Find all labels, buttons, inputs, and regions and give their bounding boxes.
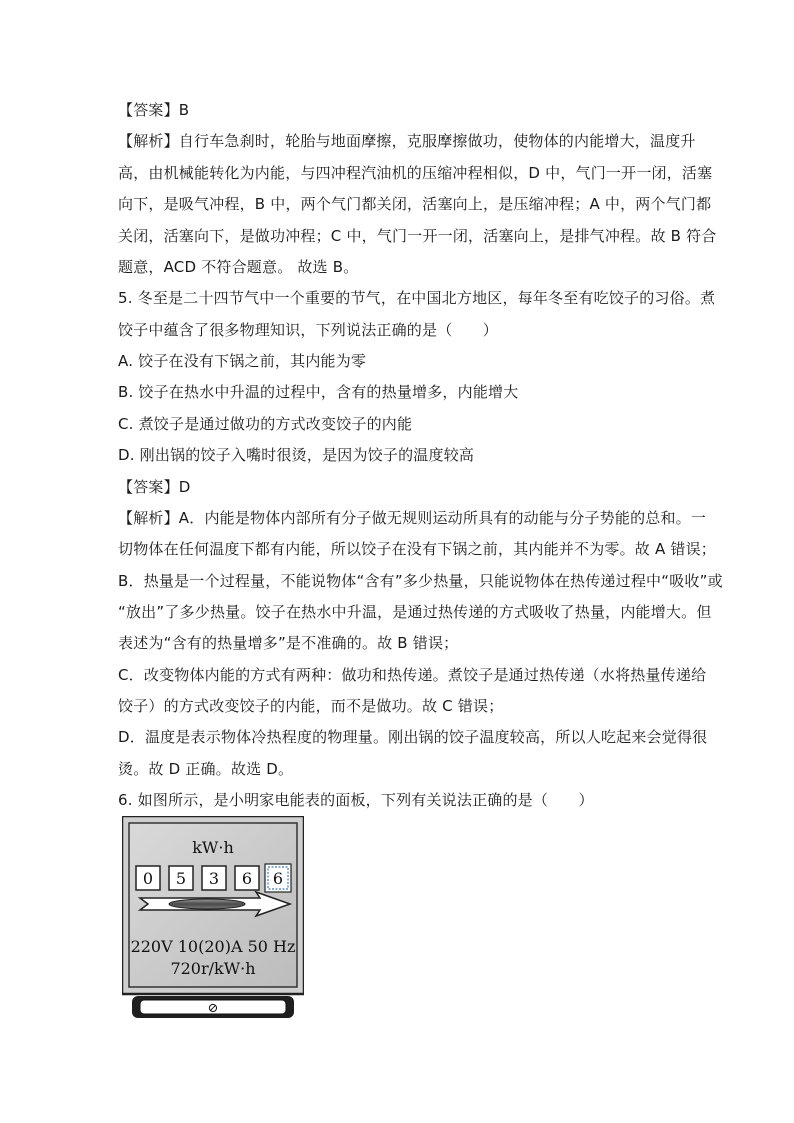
q5-analysis-line: 【解析】A．内能是物体内部所有分子做无规则运动所具有的动能与分子势能的总和。一: [118, 509, 707, 527]
q5-analysis-line: 烫。故 D 正确。故选 D。: [118, 760, 294, 778]
q4-analysis-line: 高，由机械能转化为内能，与四冲程汽油机的压缩冲程相似，D 中，气门一开一闭，活塞: [118, 164, 713, 182]
meter-digit: 6: [241, 869, 253, 888]
q5-analysis-line: 表述为“含有的热量增多”是不准确的。故 B 错误；: [118, 634, 459, 652]
q5-analysis-line: B．热量是一个过程量，不能说物体“含有”多少热量，只能说物体在热传递过程中“吸收”或: [118, 572, 723, 590]
q4-analysis-line: 【解析】自行车急刹时，轮胎与地面摩擦，克服摩擦做功，使物体的内能增大，温度升: [118, 132, 696, 150]
meter-spec-line1: 220V 10(20)A 50 Hz: [130, 937, 296, 956]
meter-digit: 5: [175, 869, 187, 888]
q5-analysis-line: D．温度是表示物体冷热程度的物理量。刚出锅的饺子温度较高，所以人吃起来会觉得很: [118, 728, 708, 746]
q5-stem-line: 5. 冬至是二十四节气中一个重要的节气，在中国北方地区，每年冬至有吃饺子的习俗。煮: [118, 289, 716, 307]
q4-analysis-line: 关闭，活塞向下，是做功冲程；C 中，气门一开一闭，活塞向上，是排气冲程。故 B 符合: [118, 227, 717, 245]
meter-digit: 0: [142, 869, 154, 888]
q5-option-a: A. 饺子在没有下锅之前，其内能为零: [118, 352, 367, 370]
q5-option-d: D. 刚出锅的饺子入嘴时很烫，是因为饺子的温度较高: [118, 446, 475, 464]
meter-digit-row: [136, 864, 291, 892]
electric-meter-figure: [122, 816, 304, 1022]
meter-digit-decimal: 6: [272, 869, 284, 888]
rotating-disc-icon: [169, 899, 245, 909]
q5-stem-line: 饺子中蕴含了很多物理知识，下列说法正确的是（ ）: [118, 321, 499, 339]
q5-option-b: B. 饺子在热水中升温的过程中，含有的热量增多，内能增大: [118, 383, 519, 401]
q5-analysis-line: “放出”了多少热量。饺子在热水中升温，是通过热传递的方式吸收了热量，内能增大。但: [118, 603, 712, 621]
q4-analysis-line: 向下，是吸气冲程，B 中，两个气门都关闭，活塞向上，是压缩冲程；A 中，两个气门都: [118, 195, 712, 213]
meter-knob-icon: ⊘: [207, 1001, 219, 1016]
meter-digit: 3: [208, 869, 220, 888]
q4-analysis-line: 题意，ACD 不符合题意。 故选 B。: [118, 258, 359, 276]
q5-answer: 【答案】D: [118, 478, 191, 496]
q5-option-c: C. 煮饺子是通过做功的方式改变饺子的内能: [118, 415, 413, 433]
q5-analysis-line: 切物体在任何温度下都有内能，所以饺子在没有下锅之前，其内能并不为零。故 A 错误；: [118, 540, 717, 558]
q5-analysis-line: 饺子）的方式改变饺子的内能，而不是做功。故 C 错误；: [118, 697, 504, 715]
q5-analysis-line: C．改变物体内能的方式有两种：做功和热传递。煮饺子是通过热传递（水将热量传递给: [118, 666, 707, 684]
q4-answer: 【答案】B: [118, 101, 190, 119]
q6-stem: 6. 如图所示，是小明家电能表的面板，下列有关说法正确的是（ ）: [118, 791, 594, 809]
meter-spec-line2: 720r/kW·h: [170, 959, 256, 978]
meter-unit: kW·h: [192, 838, 234, 857]
